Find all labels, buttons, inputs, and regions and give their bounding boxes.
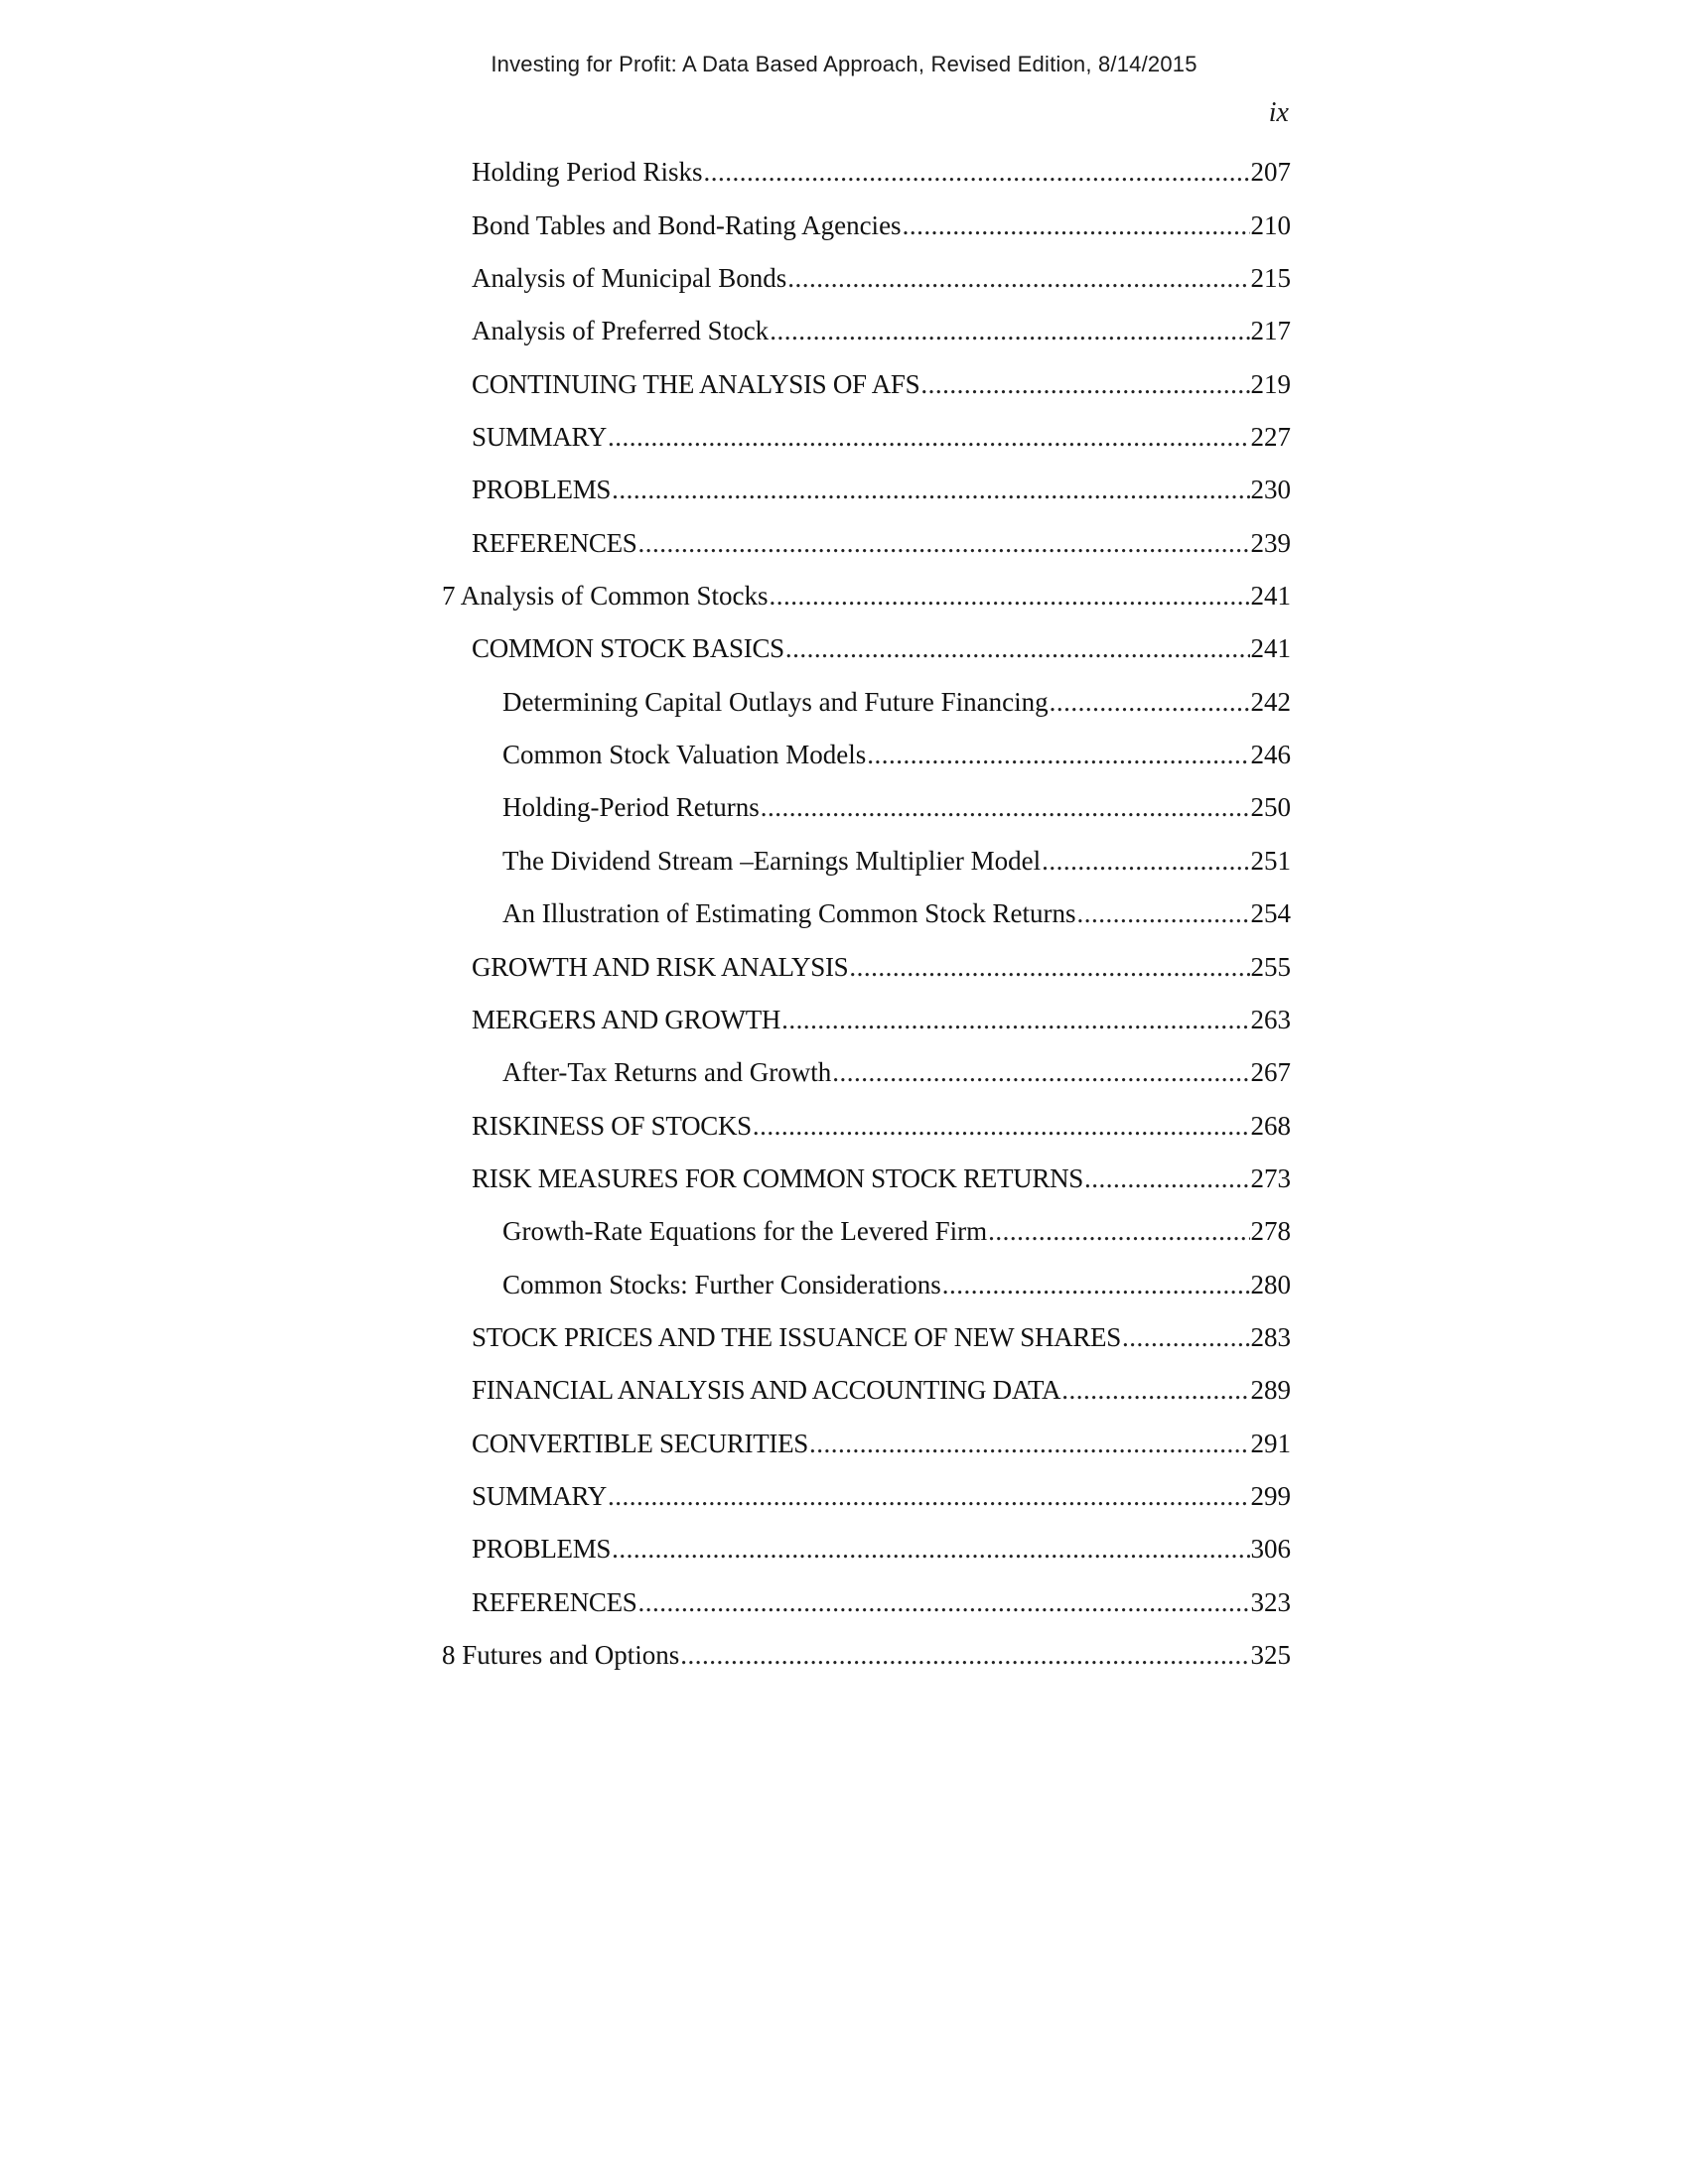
toc-entry-page: 242 — [1250, 686, 1291, 717]
toc-entry[interactable] — [472, 992, 1291, 1044]
toc-entry-title: STOCK PRICES AND THE ISSUANCE OF NEW SHARES — [472, 1321, 1121, 1352]
toc-entry-title: 7 Analysis of Common Stocks — [442, 581, 769, 612]
toc-entry-title: CONTINUING THE ANALYSIS OF AFS — [472, 368, 920, 399]
toc-entry-title: Growth-Rate Equations for the Levered Firm — [502, 1216, 988, 1247]
toc-entry-title: SUMMARY — [472, 422, 607, 453]
toc-entry-page: 250 — [1250, 792, 1291, 823]
toc-entry-title: REFERENCES — [472, 527, 637, 558]
toc-entry-title: Determining Capital Outlays and Future Financing — [502, 686, 1049, 717]
toc-dot-leader — [1084, 1161, 1250, 1195]
toc-entry-title: FINANCIAL ANALYSIS AND ACCOUNTING DATA — [472, 1375, 1061, 1406]
toc-entry[interactable] — [502, 1044, 1291, 1097]
toc-entry[interactable] — [502, 832, 1291, 885]
toc-entry[interactable] — [502, 779, 1291, 832]
toc-entry-page: 230 — [1250, 475, 1291, 505]
toc-entry-page: 289 — [1250, 1375, 1291, 1406]
toc-entry-title: Analysis of Municipal Bonds — [472, 263, 787, 294]
toc-entry[interactable] — [502, 727, 1291, 779]
toc-entry-page: 283 — [1250, 1321, 1291, 1352]
toc-entry[interactable] — [502, 1203, 1291, 1256]
toc-entry[interactable] — [472, 303, 1291, 355]
toc-entry-page: 306 — [1250, 1534, 1291, 1565]
toc-entry[interactable] — [472, 1309, 1291, 1362]
toc-entry-title: COMMON STOCK BASICS — [472, 633, 784, 664]
toc-entry[interactable] — [472, 409, 1291, 462]
toc-entry-page: 210 — [1250, 209, 1291, 240]
toc-dot-leader — [770, 579, 1250, 613]
toc-entry-title: An Illustration of Estimating Common Stock Returns — [502, 898, 1076, 929]
toc-entry-page: 323 — [1250, 1586, 1291, 1617]
toc-entry[interactable] — [472, 1573, 1291, 1626]
toc-dot-leader — [1050, 685, 1250, 719]
toc-dot-leader — [832, 1055, 1249, 1089]
toc-entry-title: CONVERTIBLE SECURITIES — [472, 1428, 809, 1458]
toc-entry-page: 278 — [1250, 1216, 1291, 1247]
toc-dot-leader — [761, 790, 1250, 824]
toc-dot-leader — [809, 1427, 1249, 1460]
toc-dot-leader — [638, 526, 1250, 560]
toc-dot-leader — [612, 1532, 1249, 1566]
toc-entry-title: Analysis of Preferred Stock — [472, 316, 770, 346]
toc-entry[interactable] — [472, 1415, 1291, 1467]
toc-entry-title: PROBLEMS — [472, 1534, 612, 1565]
toc-entry[interactable] — [472, 620, 1291, 673]
toc-entry-title: After-Tax Returns and Growth — [502, 1057, 832, 1088]
toc-entry[interactable] — [502, 1256, 1291, 1308]
toc-entry[interactable] — [472, 1468, 1291, 1521]
toc-dot-leader — [608, 420, 1250, 454]
toc-dot-leader — [1042, 844, 1249, 878]
toc-entry-title: PROBLEMS — [472, 475, 612, 505]
toc-entry[interactable] — [472, 1097, 1291, 1150]
toc-entry-page: 299 — [1250, 1480, 1291, 1511]
toc-dot-leader — [680, 1638, 1249, 1672]
toc-entry-page: 207 — [1250, 157, 1291, 188]
toc-dot-leader — [849, 950, 1249, 984]
toc-entry[interactable] — [442, 1627, 1291, 1680]
toc-entry[interactable] — [472, 462, 1291, 514]
toc-entry-title: MERGERS AND GROWTH — [472, 1004, 781, 1034]
toc-entry-page: 263 — [1250, 1004, 1291, 1034]
toc-entry-title: GROWTH AND RISK ANALYSIS — [472, 951, 849, 982]
toc-entry-title: The Dividend Stream –Earnings Multiplier Model — [502, 845, 1042, 876]
toc-entry-page: 251 — [1250, 845, 1291, 876]
toc-dot-leader — [785, 631, 1250, 665]
toc-entry[interactable] — [472, 1151, 1291, 1203]
toc-entry[interactable] — [472, 250, 1291, 303]
toc-entry-page: 267 — [1250, 1057, 1291, 1088]
toc-entry-page: 254 — [1250, 898, 1291, 929]
toc-entry-page: 255 — [1250, 951, 1291, 982]
toc-dot-leader — [704, 155, 1250, 189]
toc-entry[interactable] — [502, 673, 1291, 726]
toc-entry[interactable] — [472, 355, 1291, 408]
table-of-contents — [0, 144, 1688, 1680]
toc-dot-leader — [612, 473, 1249, 506]
toc-dot-leader — [1061, 1373, 1249, 1407]
toc-dot-leader — [867, 738, 1249, 771]
toc-entry-title: SUMMARY — [472, 1480, 607, 1511]
toc-dot-leader — [903, 208, 1250, 242]
toc-dot-leader — [638, 1585, 1250, 1619]
toc-entry[interactable] — [472, 144, 1291, 197]
toc-entry-page: 217 — [1250, 316, 1291, 346]
toc-entry-title: Holding-Period Returns — [502, 792, 760, 823]
toc-dot-leader — [608, 1479, 1250, 1513]
toc-entry-title: REFERENCES — [472, 1586, 637, 1617]
toc-dot-leader — [781, 1003, 1249, 1036]
toc-entry-page: 215 — [1250, 263, 1291, 294]
toc-entry-title: 8 Futures and Options — [442, 1639, 680, 1670]
toc-entry-title: Holding Period Risks — [472, 157, 703, 188]
toc-entry-title: RISKINESS OF STOCKS — [472, 1110, 752, 1141]
toc-entry[interactable] — [442, 568, 1291, 620]
toc-entry-page: 291 — [1250, 1428, 1291, 1458]
toc-dot-leader — [988, 1214, 1249, 1248]
toc-dot-leader — [920, 367, 1249, 401]
toc-entry-title: RISK MEASURES FOR COMMON STOCK RETURNS — [472, 1162, 1083, 1193]
toc-dot-leader — [1122, 1320, 1250, 1354]
page-number: ix — [1268, 97, 1289, 128]
toc-entry-title: Common Stock Valuation Models — [502, 740, 867, 770]
toc-dot-leader — [753, 1109, 1250, 1143]
toc-entry[interactable] — [472, 1521, 1291, 1573]
toc-dot-leader — [942, 1268, 1250, 1301]
toc-entry-title: Bond Tables and Bond-Rating Agencies — [472, 209, 902, 240]
toc-entry[interactable] — [472, 1362, 1291, 1415]
toc-entry-page: 268 — [1250, 1110, 1291, 1141]
running-header: Investing for Profit: A Data Based Approach, Revised Edition, 8/14/2015 — [491, 52, 1197, 76]
toc-entry-page: 325 — [1250, 1639, 1291, 1670]
toc-entry-page: 219 — [1250, 368, 1291, 399]
toc-dot-leader — [787, 261, 1249, 295]
toc-entry-page: 246 — [1250, 740, 1291, 770]
toc-entry-page: 241 — [1250, 581, 1291, 612]
toc-dot-leader — [770, 314, 1249, 347]
toc-entry-title: Common Stocks: Further Considerations — [502, 1269, 941, 1299]
toc-entry-page: 273 — [1250, 1162, 1291, 1193]
toc-entry[interactable] — [472, 197, 1291, 249]
toc-entry-page: 241 — [1250, 633, 1291, 664]
toc-entry-page: 239 — [1250, 527, 1291, 558]
toc-dot-leader — [1076, 896, 1249, 930]
toc-entry[interactable] — [472, 938, 1291, 991]
toc-entry[interactable] — [472, 514, 1291, 567]
toc-entry-page: 227 — [1250, 422, 1291, 453]
toc-entry[interactable] — [502, 886, 1291, 938]
toc-entry-page: 280 — [1250, 1269, 1291, 1299]
